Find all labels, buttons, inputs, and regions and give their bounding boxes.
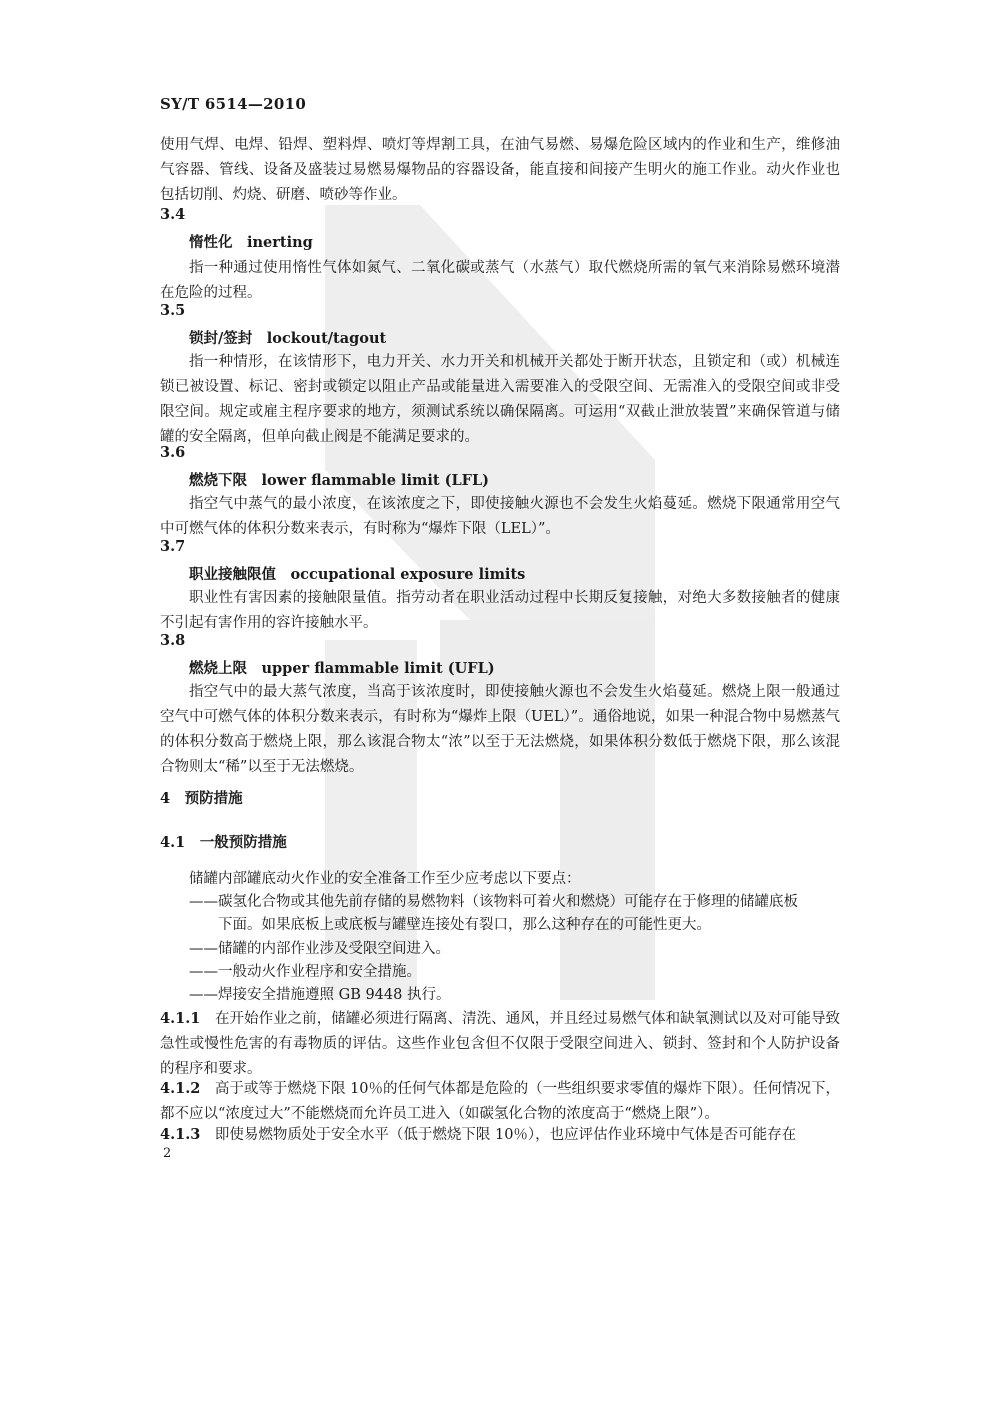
section-3-5-term: 锁封/签封 lockout/tagout bbox=[189, 330, 387, 347]
section-4-1-3-number: 4.1.3 bbox=[160, 1126, 201, 1143]
section-3-5-number: 3.5 bbox=[160, 302, 186, 319]
list-item: ——一般动火作业程序和安全措施。 bbox=[189, 964, 421, 980]
section-4-1-2-text: 高于或等于燃烧下限 10％的任何气体都是危险的（一些组织要求零值的爆炸下限）。任何情况下，都不应以“浓度过大”不能燃烧而允许员工进入（如碳氢化合物的浓度高于“燃烧上限”）。 bbox=[160, 1081, 840, 1122]
section-4-1-2-number: 4.1.2 bbox=[160, 1080, 201, 1097]
section-4-title: 4 预防措施 bbox=[160, 790, 243, 807]
section-4-1-1-text: 在开始作业之前，储罐必须进行隔离、清洗、通风，并且经过易燃气体和缺氧测试以及对可能导致急性或慢性危害的有毒物质的评估。这些作业包含但不仅限于受限空间进入、锁封、签封和个人防护设备的程序和要求。 bbox=[160, 1011, 841, 1077]
standard-code: SY/T 6514—2010 bbox=[160, 95, 307, 113]
section-4-1-title: 4.1 一般预防措施 bbox=[160, 834, 287, 851]
list-item-continuation: 下面。如果底板上或底板与罐壁连接处有裂口，那么这种存在的可能性更大。 bbox=[218, 917, 711, 933]
section-4-1-3-text: 即使易燃物质处于安全水平（低于燃烧下限 10％），也应评估作业环境中气体是否可能存在 bbox=[214, 1127, 797, 1143]
section-3-8-number: 3.8 bbox=[160, 632, 186, 649]
section-3-4-term: 惰性化 inerting bbox=[189, 234, 313, 251]
section-3-7-term: 职业接触限值 occupational exposure limits bbox=[189, 566, 526, 583]
section-3-4-number: 3.4 bbox=[160, 206, 186, 223]
section-3-6-number: 3.6 bbox=[160, 444, 186, 461]
section-3-7-text: 职业性有害因素的接触限量值。指劳动者在职业活动过程中长期反复接触，对绝大多数接触者的健康不引起有害作用的容许接触水平。 bbox=[160, 590, 840, 631]
section-3-8-text: 指空气中的最大蒸气浓度，当高于该浓度时，即使接触火源也不会发生火焰蔓延。燃烧上限一般通过空气中可燃气体的体积分数来表示，有时称为“爆炸上限（UEL）”。通俗地说，如果一种混合物中易燃蒸气的体积分数高于燃烧上限，那么该混合物太“浓”以至于无法燃烧，如果体积分数低于燃烧下限，那么该混合物则太“稀”以至于无法燃烧。 bbox=[160, 684, 840, 775]
section-3-4-text: 指一种通过使用惰性气体如氮气、二氧化碳或蒸气（水蒸气）取代燃烧所需的氧气来消除易燃环境潜在危险的过程。 bbox=[160, 260, 840, 301]
section-4-1-2 bbox=[160, 1076, 840, 1127]
section-4-1-1 bbox=[160, 1006, 840, 1082]
list-item: ——储罐的内部作业涉及受限空间进入。 bbox=[189, 941, 450, 957]
list-item: ——焊接安全措施遵照 GB 9448 执行。 bbox=[189, 987, 451, 1003]
section-3-7-number: 3.7 bbox=[160, 538, 186, 555]
intro-paragraph: 使用气焊、电焊、铅焊、塑料焊、喷灯等焊割工具，在油气易燃、易爆危险区域内的作业和生产，维修油气容器、管线、设备及盛装过易燃易爆物品的容器设备，能直接和间接产生明火的施工作业。动火作业也包括切削、灼烧、研磨、喷砂等作业。 bbox=[160, 137, 840, 203]
section-3-6-text: 指空气中蒸气的最小浓度，在该浓度之下，即使接触火源也不会发生火焰蔓延。燃烧下限通常用空气中可燃气体的体积分数来表示，有时称为“爆炸下限（LEL）”。 bbox=[160, 496, 840, 537]
page-number: 2 bbox=[163, 1146, 172, 1161]
section-3-8-term: 燃烧上限 upper flammable limit (UFL) bbox=[189, 660, 495, 677]
section-4-1-lead: 储罐内部罐底动火作业的安全准备工作至少应考虑以下要点： bbox=[189, 871, 581, 887]
section-3-6-term: 燃烧下限 lower flammable limit (LFL) bbox=[189, 472, 490, 489]
section-4-1-1-number: 4.1.1 bbox=[160, 1010, 201, 1027]
section-3-5-text: 指一种情形，在该情形下，电力开关、水力开关和机械开关都处于断开状态，且锁定和（或）机械连锁已被设置、标记、密封或锁定以阻止产品或能量进入需要准入的受限空间、无需准入的受限空间或非受限空间。规定或雇主程序要求的地方，须测试系统以确保隔离。可运用“双截止泄放装置”来确保管道与储罐的安全隔离，但单向截止阀是不能满足要求的。 bbox=[160, 354, 840, 445]
list-item: ——碳氢化合物或其他先前存储的易燃物料（该物料可着火和燃烧）可能存在于修理的储罐底板 bbox=[189, 894, 798, 910]
section-4-1-3 bbox=[160, 1122, 840, 1148]
